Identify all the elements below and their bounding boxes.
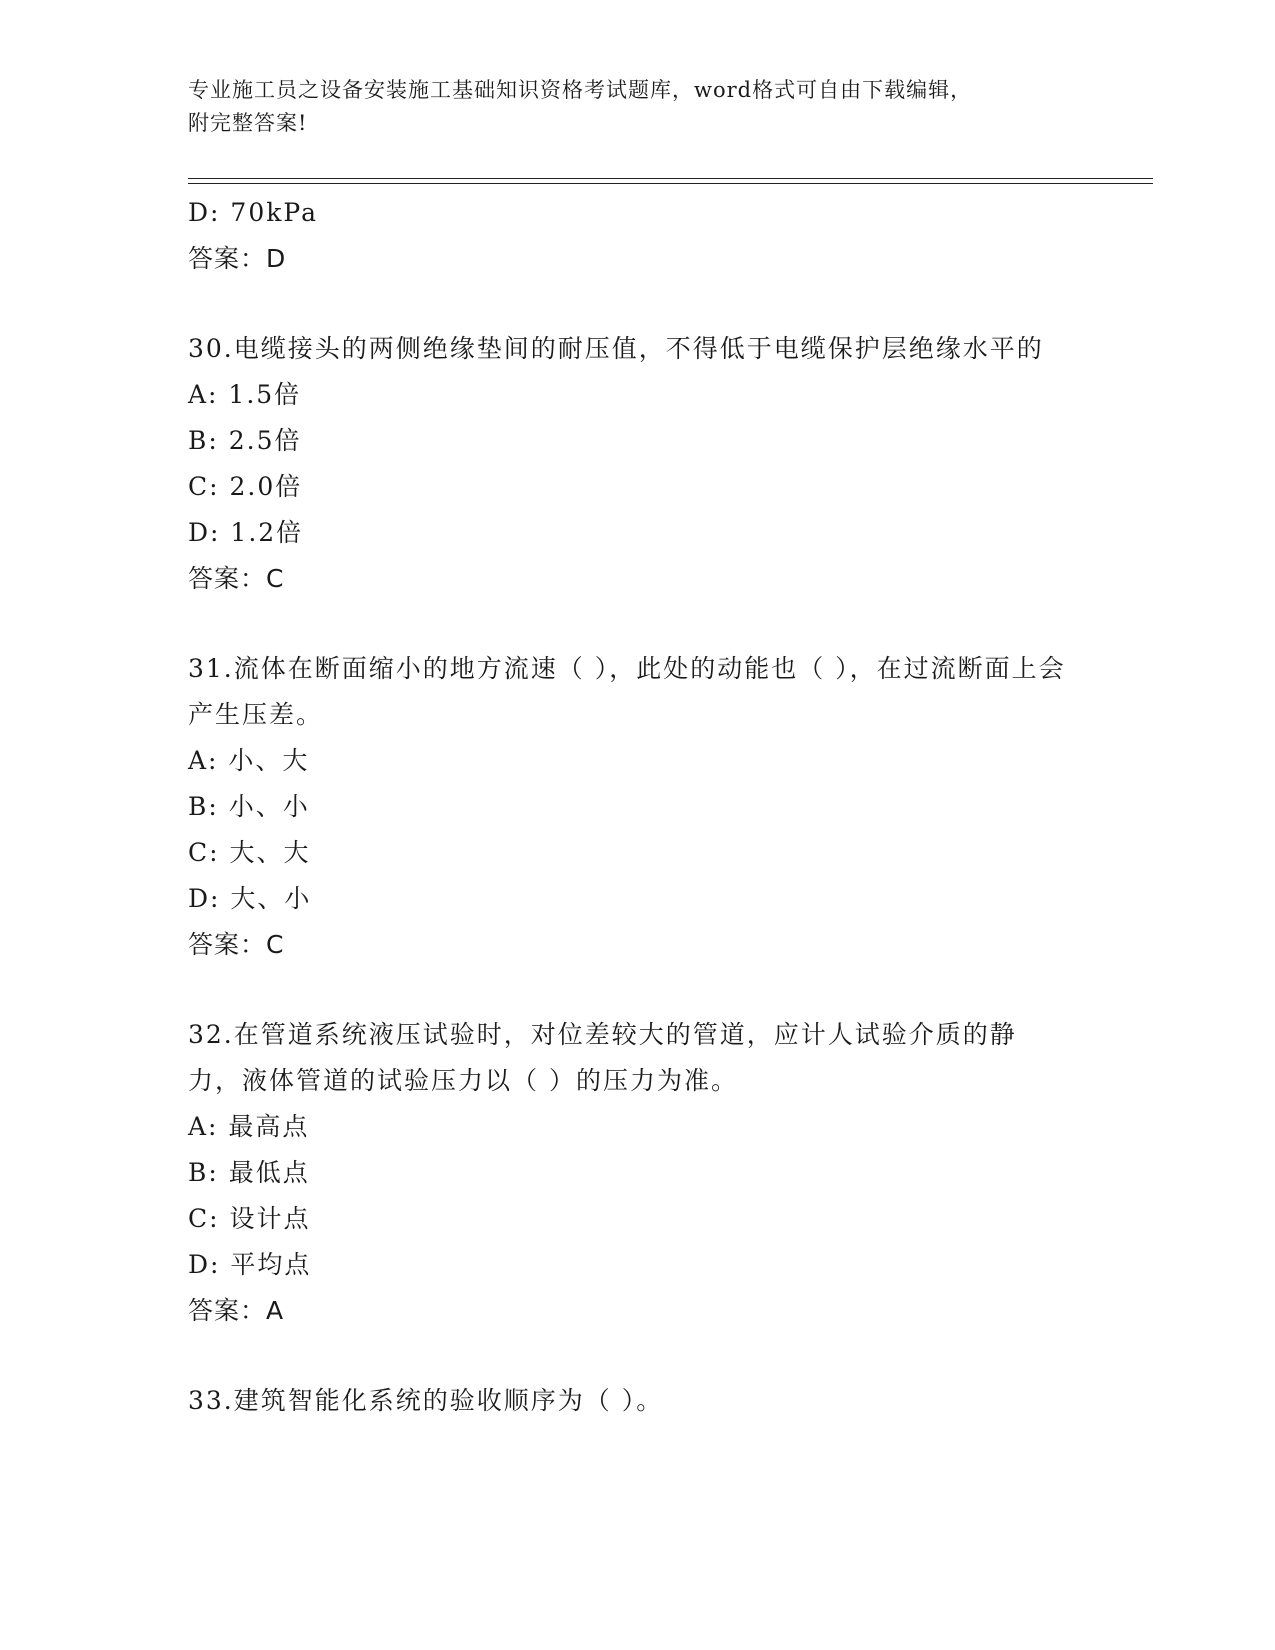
answer: 答案：C [188, 564, 285, 593]
question-list [188, 190, 1068, 1424]
header-title-line: 专业施工员之设备安装施工基础知识资格考试题库，word格式可自由下载编辑， [188, 78, 973, 102]
option-d: D: 大、小 [188, 884, 312, 913]
header-divider-top [188, 178, 1153, 179]
question-text: 32.在管道系统液压试验时，对位差较大的管道，应计人试验介质的静力，液体管道的试验压力以（ ）的压力为准。 [188, 1020, 1017, 1095]
prev-answer: 答案：D [188, 244, 287, 273]
question-30 [188, 326, 1068, 602]
question-33 [188, 1378, 1068, 1424]
option-c: C: 2.0倍 [188, 472, 303, 501]
prev-option-d: D: 70kPa [188, 198, 318, 227]
header-title-line-2: 附完整答案! [188, 111, 308, 135]
question-32 [188, 1012, 1068, 1334]
option-c: C: 设计点 [188, 1204, 311, 1233]
document-header [188, 74, 1088, 140]
question-text: 31.流体在断面缩小的地方流速（ ），此处的动能也（ ），在过流断面上会产生压差。 [188, 654, 1066, 729]
option-b: B: 最低点 [188, 1158, 310, 1187]
option-c: C: 大、大 [188, 838, 311, 867]
option-d: D: 平均点 [188, 1250, 312, 1279]
answer: 答案：A [188, 1296, 285, 1325]
answer: 答案：C [188, 930, 285, 959]
question-31 [188, 646, 1068, 968]
option-a: A: 小、大 [188, 746, 310, 775]
option-b: B: 小、小 [188, 792, 310, 821]
option-b: B: 2.5倍 [188, 426, 302, 455]
header-divider-bottom [188, 183, 1153, 184]
option-a: A: 最高点 [188, 1112, 310, 1141]
question-text: 33.建筑智能化系统的验收顺序为（ ）。 [188, 1386, 664, 1415]
option-d: D: 1.2倍 [188, 518, 304, 547]
option-a: A: 1.5倍 [188, 380, 302, 409]
question-text: 30.电缆接头的两侧绝缘垫间的耐压值，不得低于电缆保护层绝缘水平的 [188, 334, 1044, 363]
